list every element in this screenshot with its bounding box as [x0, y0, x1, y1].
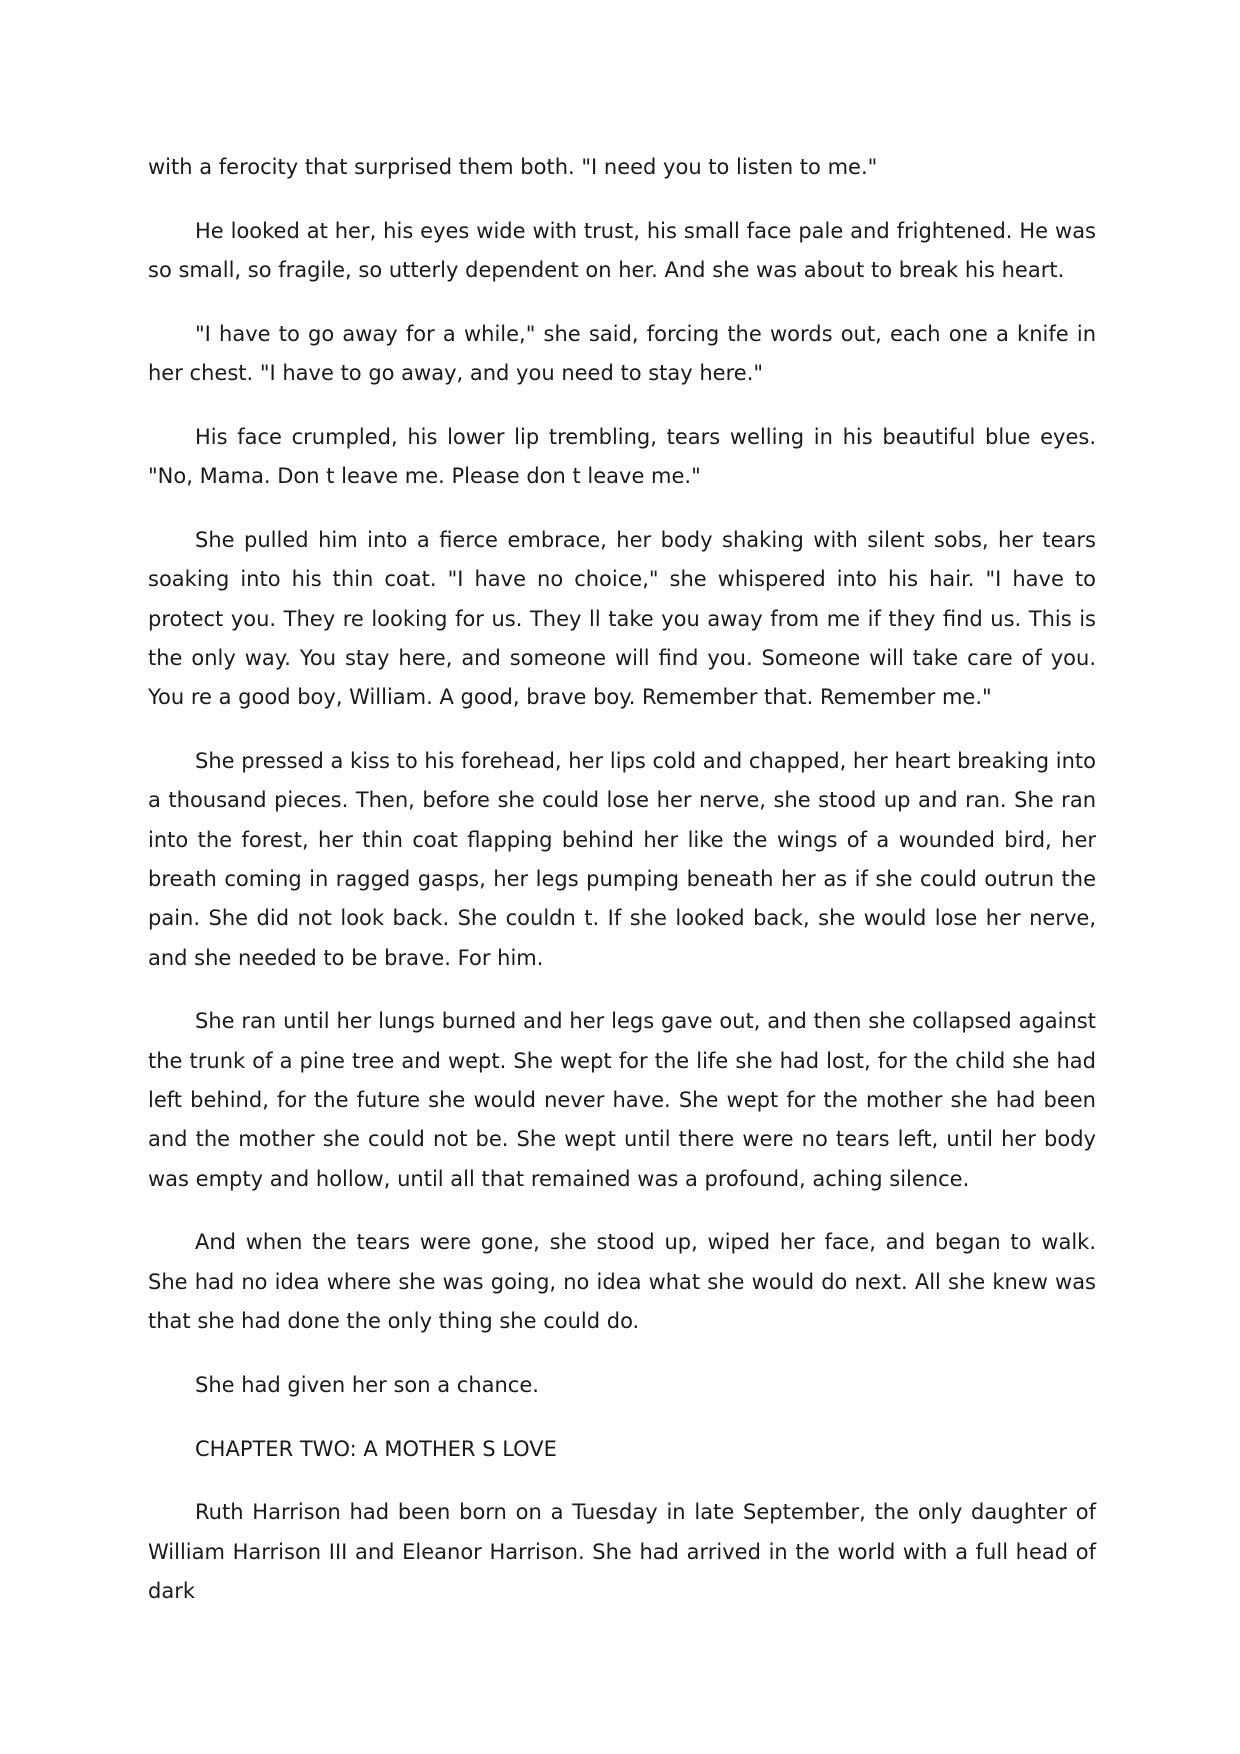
paragraph: He looked at her, his eyes wide with trust, his small face pale and frightened. He was so small, so fragile, so utterly dependent on her. And she was about to break his heart.	[148, 218, 1096, 283]
paragraph: "I have to go away for a while," she said, forcing the words out, each one a knife in her chest. "I have to go away, and you need to stay here."	[148, 321, 1096, 386]
paragraph: with a ferocity that surprised them both. "I need you to listen to me."	[148, 155, 878, 179]
chapter-heading: CHAPTER TWO: A MOTHER S LOVE	[195, 1436, 557, 1461]
paragraph: His face crumpled, his lower lip trembling, tears welling in his beautiful blue eyes. "No, Mama. Don t leave me. Please don t leave me."	[148, 424, 1096, 489]
paragraph: She ran until her lungs burned and her legs gave out, and then she collapsed against the trunk of a pine tree and wept. She wept for the life she had lost, for the child she had left behind, for the future she would never have. She wept for the mother she had been and the mother she could not be. She wept until there were no tears left, until her body was empty and hollow, until all that remained was a profound, aching silence.	[148, 1009, 1096, 1191]
paragraph: She had given her son a chance.	[195, 1372, 539, 1397]
paragraph: And when the tears were gone, she stood up, wiped her face, and began to walk. She had no idea where she was going, no idea what she would do next. All she knew was that she had done the only thing she could do.	[148, 1230, 1096, 1333]
paragraph: She pressed a kiss to his forehead, her lips cold and chapped, her heart breaking into a thousand pieces. Then, before she could lose her nerve, she stood up and ran. She ran into the forest, her thin coat flapping behind her like the wings of a wounded bird, her breath coming in ragged gasps, her legs pumping beneath her as if she could outrun the pain. She did not look back. She couldn t. If she looked back, she would lose her nerve, and she needed to be brave. For him.	[148, 749, 1096, 970]
paragraph: Ruth Harrison had been born on a Tuesday in late September, the only daughter of William Harrison III and Eleanor Harrison. She had arrived in the world with a full head of dark	[148, 1500, 1096, 1603]
paragraph: She pulled him into a fierce embrace, her body shaking with silent sobs, her tears soaking into his thin coat. "I have no choice," she whispered into his hair. "I have to protect you. They re looking for us. They ll take you away from me if they find us. This is the only way. You stay here, and someone will find you. Someone will take care of you. You re a good boy, William. A good, brave boy. Remember that. Remember me."	[148, 528, 1096, 710]
body-text	[148, 148, 1096, 1611]
